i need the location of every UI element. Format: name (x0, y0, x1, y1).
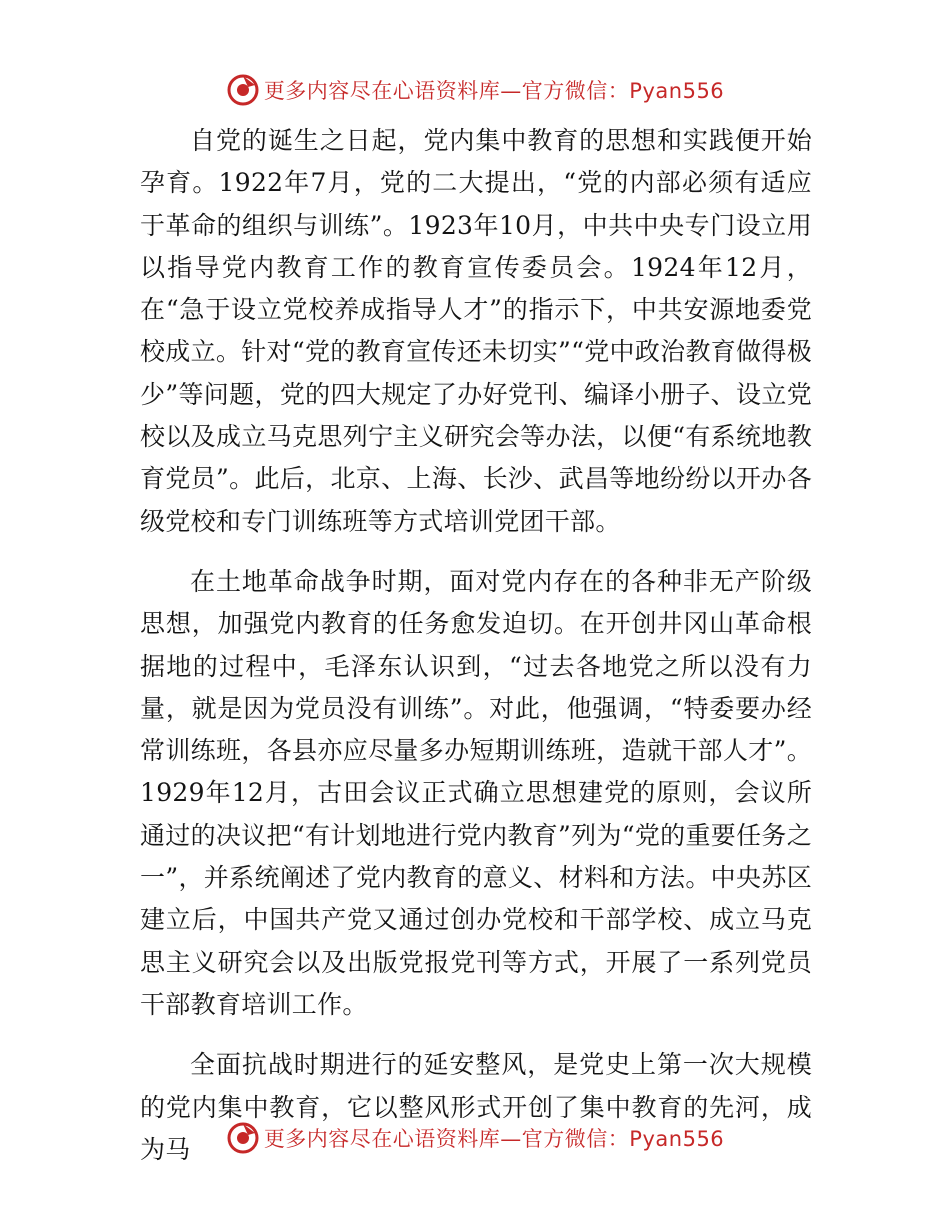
watermark-text: 更多内容尽在心语资料库—官方微信：Pyan556 (263, 79, 725, 103)
footer-watermark (0, 1118, 950, 1158)
paragraph: 在土地革命战争时期，面对党内存在的各种非无产阶级思想，加强党内教育的任务愈发迫切。在开创井冈山革命根据地的过程中，毛泽东认识到，“过去各地党之所以没有力量，就是因为党员没有训练”。对此，他强调，“特委要办经常训练班，各县亦应尽量多办短期训练班，造就干部人才”。1929年12月，古田会议正式确立思想建党的原则，会议所通过的决议把“有计划地进行党内教育”列为“党的重要任务之一”，并系统阐述了党内教育的意义、材料和方法。中央苏区建立后，中国共产党又通过创办党校和干部学校、成立马克思主义研究会以及出版党报党刊等方式，开展了一系列党员干部教育培训工作。 (140, 566, 812, 1019)
article-body (140, 120, 812, 1189)
watermark-text: 更多内容尽在心语资料库—官方微信：Pyan556 (263, 1127, 725, 1151)
brand-logo-icon (226, 73, 260, 107)
header-watermark (0, 70, 950, 110)
brand-logo-icon (226, 1121, 260, 1155)
paragraph: 全面抗战时期进行的延安整风，是党史上第一次大规模的党内集中教育，它以整风形式开创了集中教育的先河，成为马 (140, 1050, 812, 1164)
paragraph: 自党的诞生之日起，党内集中教育的思想和实践便开始孕育。1922年7月，党的二大提出，“党的内部必须有适应于革命的组织与训练”。1923年10月，中共中央专门设立用以指导党内教育工作的教育宣传委员会。1924年12月，在“急于设立党校养成指导人才”的指示下，中共安源地委党校成立。针对“党的教育宣传还未切实”“党中政治教育做得极少”等问题，党的四大规定了办好党刊、编译小册子、设立党校以及成立马克思列宁主义研究会等办法，以便“有系统地教育党员”。此后，北京、上海、长沙、武昌等地纷纷以开办各级党校和专门训练班等方式培训党团干部。 (140, 126, 812, 536)
